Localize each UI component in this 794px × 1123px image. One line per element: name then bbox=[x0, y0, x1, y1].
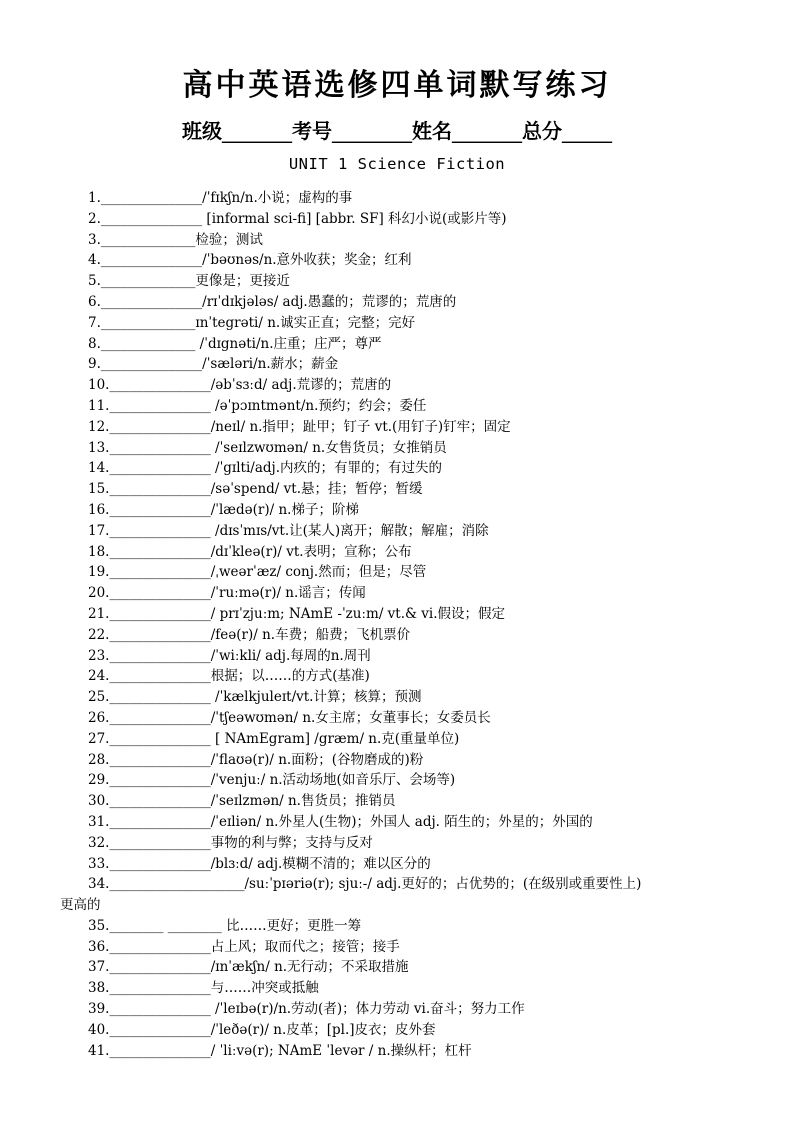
item-definition: /ˈeɪliən/ n.外星人(生物)；外国人 adj. 陌生的；外星的；外国的 bbox=[210, 813, 593, 830]
item-number: 2. bbox=[88, 210, 101, 227]
item-definition: /ˈbəʊnəs/n.意外收获；奖金；红利 bbox=[202, 252, 412, 269]
answer-blank[interactable]: _______________ bbox=[109, 813, 211, 830]
vocab-item bbox=[88, 354, 788, 375]
item-number: 9. bbox=[88, 356, 101, 373]
item-definition: /ˈgɪlti/adj.内疚的；有罪的；有过失的 bbox=[210, 460, 443, 477]
item-number: 16. bbox=[88, 501, 110, 518]
item-definition: /əˈpɔɪntmənt/n.预约；约会；委任 bbox=[210, 397, 427, 414]
item-definition: 根据；以……的方式(基准) bbox=[210, 668, 370, 685]
answer-blank[interactable]: ______________ bbox=[100, 231, 196, 248]
item-definition: /səˈspend/ vt.悬；挂；暂停；暂缓 bbox=[210, 481, 423, 498]
item-number: 15. bbox=[88, 481, 110, 498]
score-label: 总分 bbox=[522, 119, 562, 143]
item-definition: 更像是；更接近 bbox=[195, 273, 290, 290]
item-number: 21. bbox=[88, 605, 110, 622]
answer-blank[interactable]: _______________ bbox=[109, 1001, 211, 1018]
vocab-item bbox=[88, 292, 788, 313]
item-definition: ɪnˈtegrəti/ n.诚实正直；完整；完好 bbox=[195, 314, 416, 331]
vocab-item bbox=[88, 375, 788, 396]
item-definition: /blɜːd/ adj.模糊不清的；难以区分的 bbox=[210, 855, 431, 872]
item-definition: /suːˈpɪəriə(r); sjuː-/ adj.更好的；占优势的；(在级别或重要性上) bbox=[244, 876, 642, 893]
vocab-item bbox=[88, 209, 788, 230]
item-definition: /dɪsˈmɪs/vt.让(某人)离开；解散；解雇；消除 bbox=[210, 522, 489, 539]
vocabulary-list bbox=[60, 188, 788, 1061]
item-number: 17. bbox=[88, 522, 110, 539]
vocab-item bbox=[88, 1041, 788, 1062]
item-number: 8. bbox=[88, 335, 101, 352]
vocab-item bbox=[88, 188, 788, 209]
exam-number-label: 考号 bbox=[292, 119, 332, 143]
answer-blank[interactable]: _______________ bbox=[109, 647, 211, 664]
answer-blank[interactable]: _______________ bbox=[109, 668, 211, 685]
vocab-item bbox=[88, 396, 788, 417]
vocab-item bbox=[88, 978, 788, 999]
name-blank: _______ bbox=[452, 119, 522, 143]
item-number: 35. bbox=[88, 917, 110, 934]
item-number: 40. bbox=[88, 1021, 110, 1038]
answer-blank[interactable]: _______________ bbox=[109, 709, 211, 726]
vocab-item bbox=[88, 458, 788, 479]
vocab-item bbox=[88, 417, 788, 438]
item-definition-continuation: 更高的 bbox=[60, 897, 101, 914]
answer-blank[interactable]: _______________ bbox=[109, 397, 211, 414]
answer-blank[interactable]: _______________ bbox=[109, 855, 211, 872]
score-blank: _____ bbox=[562, 119, 612, 143]
vocab-item bbox=[88, 750, 788, 771]
name-label: 姓名 bbox=[412, 119, 452, 143]
item-definition: 检验；测试 bbox=[195, 231, 263, 248]
answer-blank[interactable]: _______________ bbox=[109, 730, 211, 747]
vocab-item bbox=[88, 833, 788, 854]
answer-blank[interactable]: _______________ bbox=[109, 605, 211, 622]
item-definition: /ˈseɪlzmən/ n.售货员；推销员 bbox=[210, 793, 396, 810]
vocab-item bbox=[88, 500, 788, 521]
vocab-item bbox=[88, 521, 788, 542]
answer-blank[interactable]: _______________ bbox=[109, 751, 211, 768]
item-number: 12. bbox=[88, 418, 110, 435]
item-definition: /ˈseɪlzwʊmən/ n.女售货员；女推销员 bbox=[210, 439, 447, 456]
item-definition: /ˈwiːkli/ adj.每周的n.周刊 bbox=[210, 647, 371, 664]
vocab-item bbox=[88, 230, 788, 251]
item-definition: [informal sci-fi] [abbr. SF] 科幻小说(或影片等) bbox=[202, 210, 507, 227]
item-definition: /ˈflaʊə(r)/ n.面粉；(谷物磨成的)粉 bbox=[210, 751, 424, 768]
vocab-item bbox=[88, 250, 788, 271]
answer-blank[interactable]: ______________ bbox=[100, 314, 196, 331]
vocab-item bbox=[88, 334, 788, 355]
answer-blank[interactable]: _______________ bbox=[109, 1042, 211, 1059]
item-definition: /ˈdɪgnəti/n.庄重；庄严；尊严 bbox=[195, 335, 382, 352]
answer-blank[interactable]: _______________ bbox=[109, 481, 211, 498]
class-label: 班级 bbox=[182, 119, 222, 143]
item-definition: /ˈruːmə(r)/ n.谣言；传闻 bbox=[210, 585, 366, 602]
vocab-item bbox=[88, 313, 788, 334]
item-definition: / prɪˈzjuːm; NAmE -ˈzuːm/ vt.& vi.假设；假定 bbox=[210, 605, 506, 622]
vocab-item bbox=[88, 666, 788, 687]
item-number: 37. bbox=[88, 959, 110, 976]
item-number: 39. bbox=[88, 1001, 110, 1018]
item-number: 10. bbox=[88, 377, 110, 394]
vocab-item bbox=[88, 812, 788, 833]
item-number: 31. bbox=[88, 813, 110, 830]
answer-blank[interactable]: _______________ bbox=[109, 959, 211, 976]
item-definition: /əbˈsɜːd/ adj.荒谬的；荒唐的 bbox=[210, 377, 392, 394]
item-number: 30. bbox=[88, 793, 110, 810]
answer-blank[interactable]: _______________ bbox=[109, 793, 211, 810]
vocab-item bbox=[88, 1020, 788, 1041]
answer-blank[interactable]: _______________ bbox=[100, 252, 203, 269]
vocab-item bbox=[88, 708, 788, 729]
item-definition: 比……更好；更胜一筹 bbox=[221, 917, 362, 934]
worksheet-title: 高中英语选修四单词默写练习 bbox=[182, 68, 612, 103]
item-definition: /ˈleɪbə(r)/n.劳动(者)；体力劳动 vi.奋斗；努力工作 bbox=[210, 1001, 525, 1018]
item-number: 22. bbox=[88, 626, 110, 643]
answer-blank[interactable]: ______________ bbox=[100, 273, 196, 290]
item-definition: /ˈkælkjuleɪt/vt.计算；核算；预测 bbox=[210, 689, 422, 706]
item-definition: /ˈsæləri/n.薪水；薪金 bbox=[202, 356, 339, 373]
answer-blank[interactable]: _______________ bbox=[100, 210, 203, 227]
exam-number-blank: ________ bbox=[332, 119, 412, 143]
answer-blank[interactable]: _______________ bbox=[109, 564, 211, 581]
item-number: 38. bbox=[88, 980, 110, 997]
answer-blank[interactable]: _______________ bbox=[109, 772, 211, 789]
vocab-item bbox=[88, 438, 788, 459]
answer-blank[interactable]: _______________ bbox=[109, 585, 211, 602]
item-definition: /ˈfɪkʃn/n.小说；虚构的事 bbox=[202, 190, 353, 206]
vocab-item bbox=[88, 999, 788, 1020]
item-definition: /ˈtʃeəwʊmən/ n.女主席；女董事长；女委员长 bbox=[210, 709, 491, 726]
item-number: 18. bbox=[88, 543, 110, 560]
answer-blank[interactable]: ____________________ bbox=[109, 876, 245, 893]
item-definition: 与……冲突或抵触 bbox=[210, 980, 319, 997]
item-number: 5. bbox=[88, 273, 101, 290]
item-number: 13. bbox=[88, 439, 110, 456]
vocab-item bbox=[88, 687, 788, 708]
item-number: 19. bbox=[88, 564, 110, 581]
item-definition: 占上风；取而代之；接管；接手 bbox=[210, 938, 400, 955]
answer-blank[interactable]: ______________ bbox=[100, 335, 196, 352]
item-number: 36. bbox=[88, 938, 110, 955]
vocab-item bbox=[88, 479, 788, 500]
answer-blank[interactable]: _______________ bbox=[109, 522, 211, 539]
item-number: 3. bbox=[88, 231, 101, 248]
vocab-item bbox=[88, 625, 788, 646]
vocab-item bbox=[88, 937, 788, 958]
item-definition: /ɪnˈækʃn/ n.无行动；不采取措施 bbox=[210, 959, 409, 976]
item-definition: /ˈleðə(r)/ n.皮革；[pl.]皮衣；皮外套 bbox=[210, 1021, 436, 1038]
answer-blank[interactable]: _______________ bbox=[109, 689, 211, 706]
item-number: 6. bbox=[88, 293, 101, 310]
item-number: 24. bbox=[88, 668, 110, 685]
item-definition: 事物的利与弊；支持与反对 bbox=[210, 834, 373, 851]
item-definition: / ˈliːvə(r); NAmE ˈlevər / n.操纵杆；杠杆 bbox=[210, 1042, 472, 1059]
item-number: 14. bbox=[88, 460, 110, 477]
answer-blank[interactable]: _______________ bbox=[109, 501, 211, 518]
vocab-item bbox=[88, 729, 788, 750]
item-number: 27. bbox=[88, 730, 110, 747]
item-definition: /rɪˈdɪkjələs/ adj.愚蠢的；荒谬的；荒唐的 bbox=[202, 293, 457, 310]
vocab-item bbox=[88, 583, 788, 604]
answer-blank[interactable]: _______________ bbox=[109, 377, 211, 394]
answer-blank[interactable]: ________ ________ bbox=[109, 917, 222, 934]
vocab-item bbox=[88, 916, 788, 937]
student-info-line bbox=[0, 115, 794, 144]
answer-blank[interactable]: _______________ bbox=[109, 439, 211, 456]
item-definition: /ˈlædə(r)/ n.梯子；阶梯 bbox=[210, 501, 359, 518]
item-number: 1. bbox=[88, 190, 101, 206]
answer-blank[interactable]: _______________ bbox=[109, 543, 211, 560]
item-number: 29. bbox=[88, 772, 110, 789]
item-number: 20. bbox=[88, 585, 110, 602]
item-number: 26. bbox=[88, 709, 110, 726]
answer-blank[interactable]: _______________ bbox=[100, 356, 203, 373]
answer-blank[interactable]: _______________ bbox=[109, 1021, 211, 1038]
vocab-item bbox=[88, 604, 788, 625]
vocab-item bbox=[88, 646, 788, 667]
answer-blank[interactable]: _______________ bbox=[100, 293, 203, 310]
item-definition: [ NAmEgram] /græm/ n.克(重量单位) bbox=[210, 730, 460, 747]
item-definition: /ˌweərˈæz/ conj.然而；但是；尽管 bbox=[210, 564, 427, 581]
item-definition: /dɪˈkleə(r)/ vt.表明；宣称；公布 bbox=[210, 543, 412, 560]
answer-blank[interactable]: _______________ bbox=[109, 834, 211, 851]
item-number: 33. bbox=[88, 855, 110, 872]
answer-blank[interactable]: _______________ bbox=[100, 190, 203, 206]
item-definition: /neɪl/ n.指甲；趾甲；钉子 vt.(用钉子)钉牢；固定 bbox=[210, 418, 511, 435]
answer-blank[interactable]: _______________ bbox=[109, 418, 211, 435]
vocab-item bbox=[88, 874, 788, 895]
class-blank: _______ bbox=[222, 119, 292, 143]
vocab-item bbox=[88, 854, 788, 875]
vocab-item bbox=[88, 271, 788, 292]
answer-blank[interactable]: _______________ bbox=[109, 938, 211, 955]
answer-blank[interactable]: _______________ bbox=[109, 460, 211, 477]
item-number: 34. bbox=[88, 876, 110, 893]
unit-heading: UNIT 1 Science Fiction bbox=[288, 155, 506, 173]
item-number: 23. bbox=[88, 647, 110, 664]
answer-blank[interactable]: _______________ bbox=[109, 626, 211, 643]
item-number: 28. bbox=[88, 751, 110, 768]
item-number: 4. bbox=[88, 252, 101, 269]
answer-blank[interactable]: _______________ bbox=[109, 980, 211, 997]
item-definition: /feə(r)/ n.车费；船费；飞机票价 bbox=[210, 626, 411, 643]
item-number: 25. bbox=[88, 689, 110, 706]
item-number: 32. bbox=[88, 834, 110, 851]
vocab-item bbox=[88, 957, 788, 978]
vocab-item bbox=[88, 791, 788, 812]
item-number: 7. bbox=[88, 314, 101, 331]
vocab-item bbox=[88, 542, 788, 563]
item-definition: /ˈvenjuː/ n.活动场地(如音乐厅、会场等) bbox=[210, 772, 456, 789]
vocab-item bbox=[88, 562, 788, 583]
item-number: 11. bbox=[88, 397, 110, 414]
vocab-item bbox=[88, 770, 788, 791]
item-number: 41. bbox=[88, 1042, 110, 1059]
